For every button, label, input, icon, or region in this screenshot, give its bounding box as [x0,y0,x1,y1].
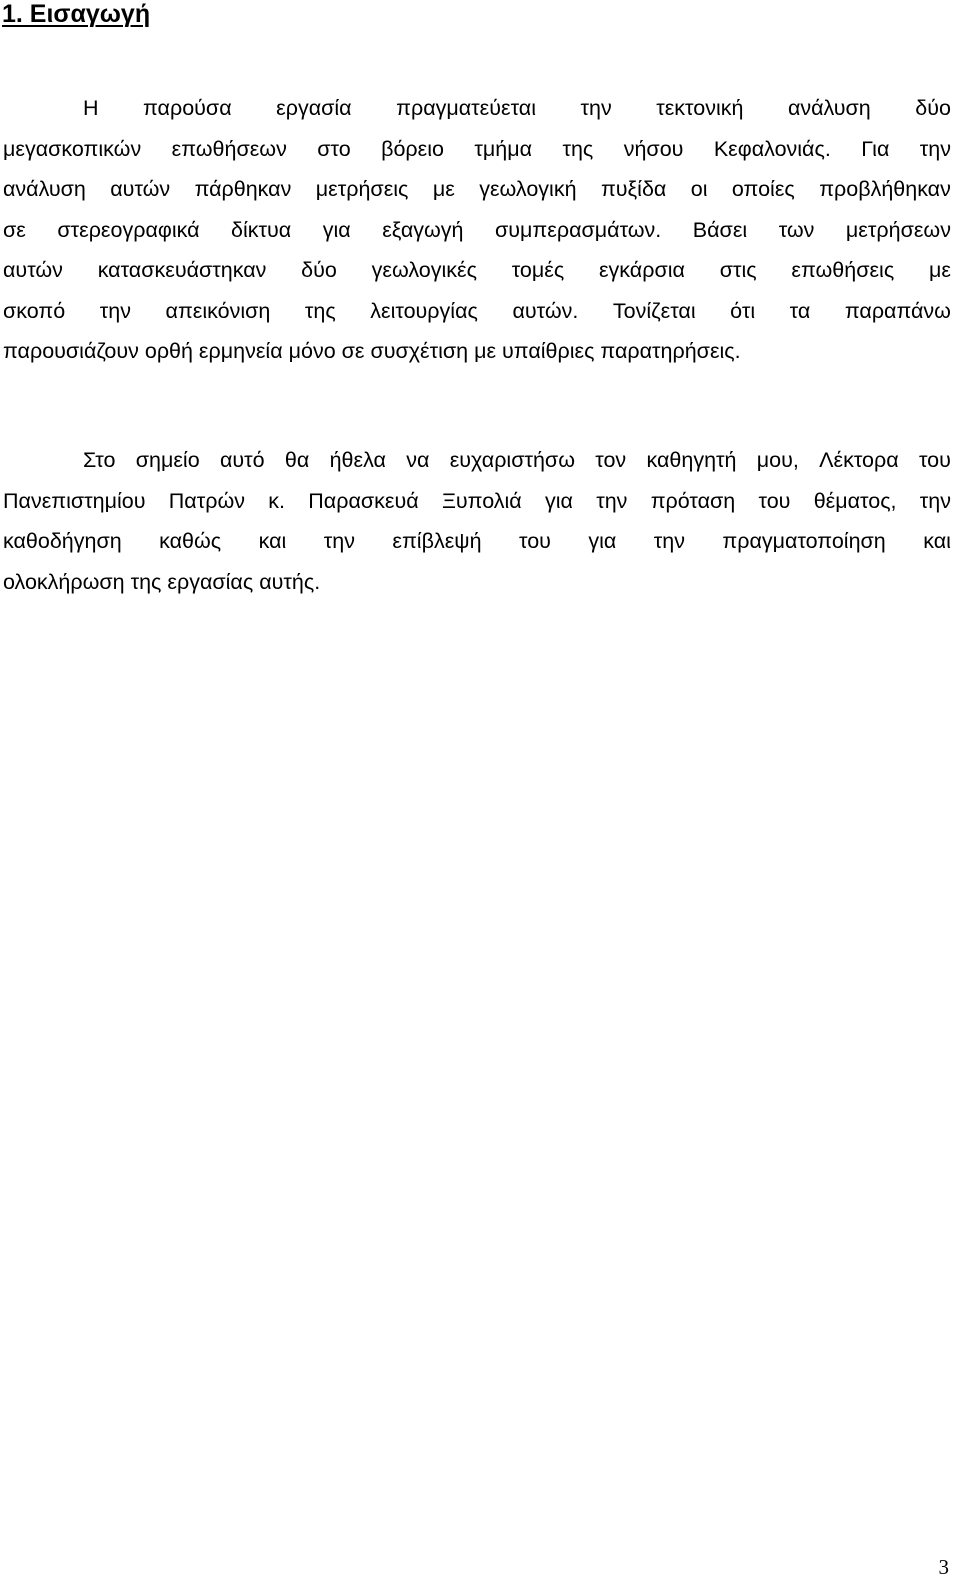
paragraph-introduction [3,88,951,372]
word: μετρήσεις [315,177,409,201]
word: να [406,448,430,472]
word: τμήμα [474,136,533,161]
word: δύο [915,96,951,120]
word: του [758,488,791,513]
word: πραγματεύεται [396,96,537,120]
word: πάρθηκαν [194,177,292,201]
word: οποίες [731,177,795,201]
word: εργασία [276,96,352,120]
word: την [596,488,628,513]
word: καθηγητή [646,448,737,472]
section-heading: 1. Εισαγωγή [2,0,151,28]
word: δύο [301,258,337,282]
word: παραπάνω [844,298,951,323]
word: στερεογραφικά [57,217,200,242]
word: προβλήθηκαν [819,177,951,201]
text-line [3,291,951,332]
word: πραγματοποίηση [722,529,886,553]
word: απεικόνιση [165,298,271,323]
word: για [322,217,351,242]
word: επωθήσεων [171,136,287,161]
word: λειτουργίας [370,298,478,323]
word: Πανεπιστημίου [3,488,146,513]
word: τα [789,298,811,323]
text-line-last: ολοκλήρωση της εργασίας αυτής. [3,569,321,594]
word: ήθελα [329,448,386,472]
word: συμπερασμάτων. [495,217,662,242]
word: θα [284,448,310,472]
word: εξαγωγή [382,217,464,242]
word: Στο [83,448,116,472]
word: ανάλυση [787,96,871,120]
word: θέματος, [813,488,897,513]
text-line [3,169,951,210]
word: νήσου [623,136,684,161]
text-line [3,210,951,251]
word: του [519,529,551,553]
word: την [653,529,685,553]
word: αυτών [3,258,63,282]
word: Για [861,136,890,161]
word: ανάλυση [3,177,86,201]
word: του [918,448,951,472]
word: αυτό [219,448,265,472]
word: την [919,488,951,513]
word: της [304,298,336,323]
text-line [3,129,951,170]
word: αυτών. [512,298,579,323]
word: μου, [756,448,799,472]
word: Παρασκευά [308,488,419,513]
word: Πατρών [168,488,245,513]
paragraph-acknowledgements [3,440,951,602]
word: την [323,529,355,553]
word: για [588,529,617,553]
word: εγκάρσια [598,258,685,282]
word: για [544,488,573,513]
word: την [919,136,951,161]
word: στο [317,136,351,161]
word: Λέκτορα [819,448,899,472]
page-number: 3 [938,1555,949,1579]
word: σκοπό [3,298,66,323]
word: τομές [511,258,565,282]
word: σημείο [135,448,200,472]
word: της [562,136,594,161]
text-line [3,88,951,129]
word: κατασκευάστηκαν [97,258,267,282]
word: παρούσα [143,96,232,120]
word: οι [690,177,708,201]
word: Η [83,96,99,120]
text-line [3,440,951,481]
word: πυξίδα [600,177,667,201]
word: τον [595,448,627,472]
text-line [3,521,951,562]
word: με [432,177,455,201]
word: κ. [268,488,285,513]
word: επωθήσεις [791,258,895,282]
word: και [923,529,951,553]
word: και [258,529,287,553]
word: στις [719,258,757,282]
word: ότι [730,298,756,323]
word: βόρειο [381,136,444,161]
word: ευχαριστήσω [449,448,575,472]
word: Κεφαλονιάς. [713,136,831,161]
word: καθοδήγηση [3,529,122,553]
word: γεωλογική [479,177,577,201]
word: μεγασκοπικών [3,136,142,161]
text-line [3,481,951,522]
word: πρόταση [650,488,736,513]
text-line-last: παρουσιάζουν ορθή ερμηνεία μόνο σε συσχέτιση με υπαίθριες παρατηρήσεις. [3,339,741,363]
word: Ξυπολιά [441,488,522,513]
word: την [99,298,131,323]
word: των [778,217,815,242]
word: σε [3,217,26,242]
word: Βάσει [692,217,748,242]
word: αυτών [110,177,171,201]
word: καθώς [159,529,222,553]
word: Τονίζεται [612,298,696,323]
word: επίβλεψή [392,529,482,553]
word: μετρήσεων [845,217,951,242]
word: γεωλογικές [371,258,477,282]
word: τεκτονική [656,96,744,120]
word: με [928,258,951,282]
word: δίκτυα [231,217,292,242]
word: την [580,96,612,120]
text-line [3,250,951,291]
